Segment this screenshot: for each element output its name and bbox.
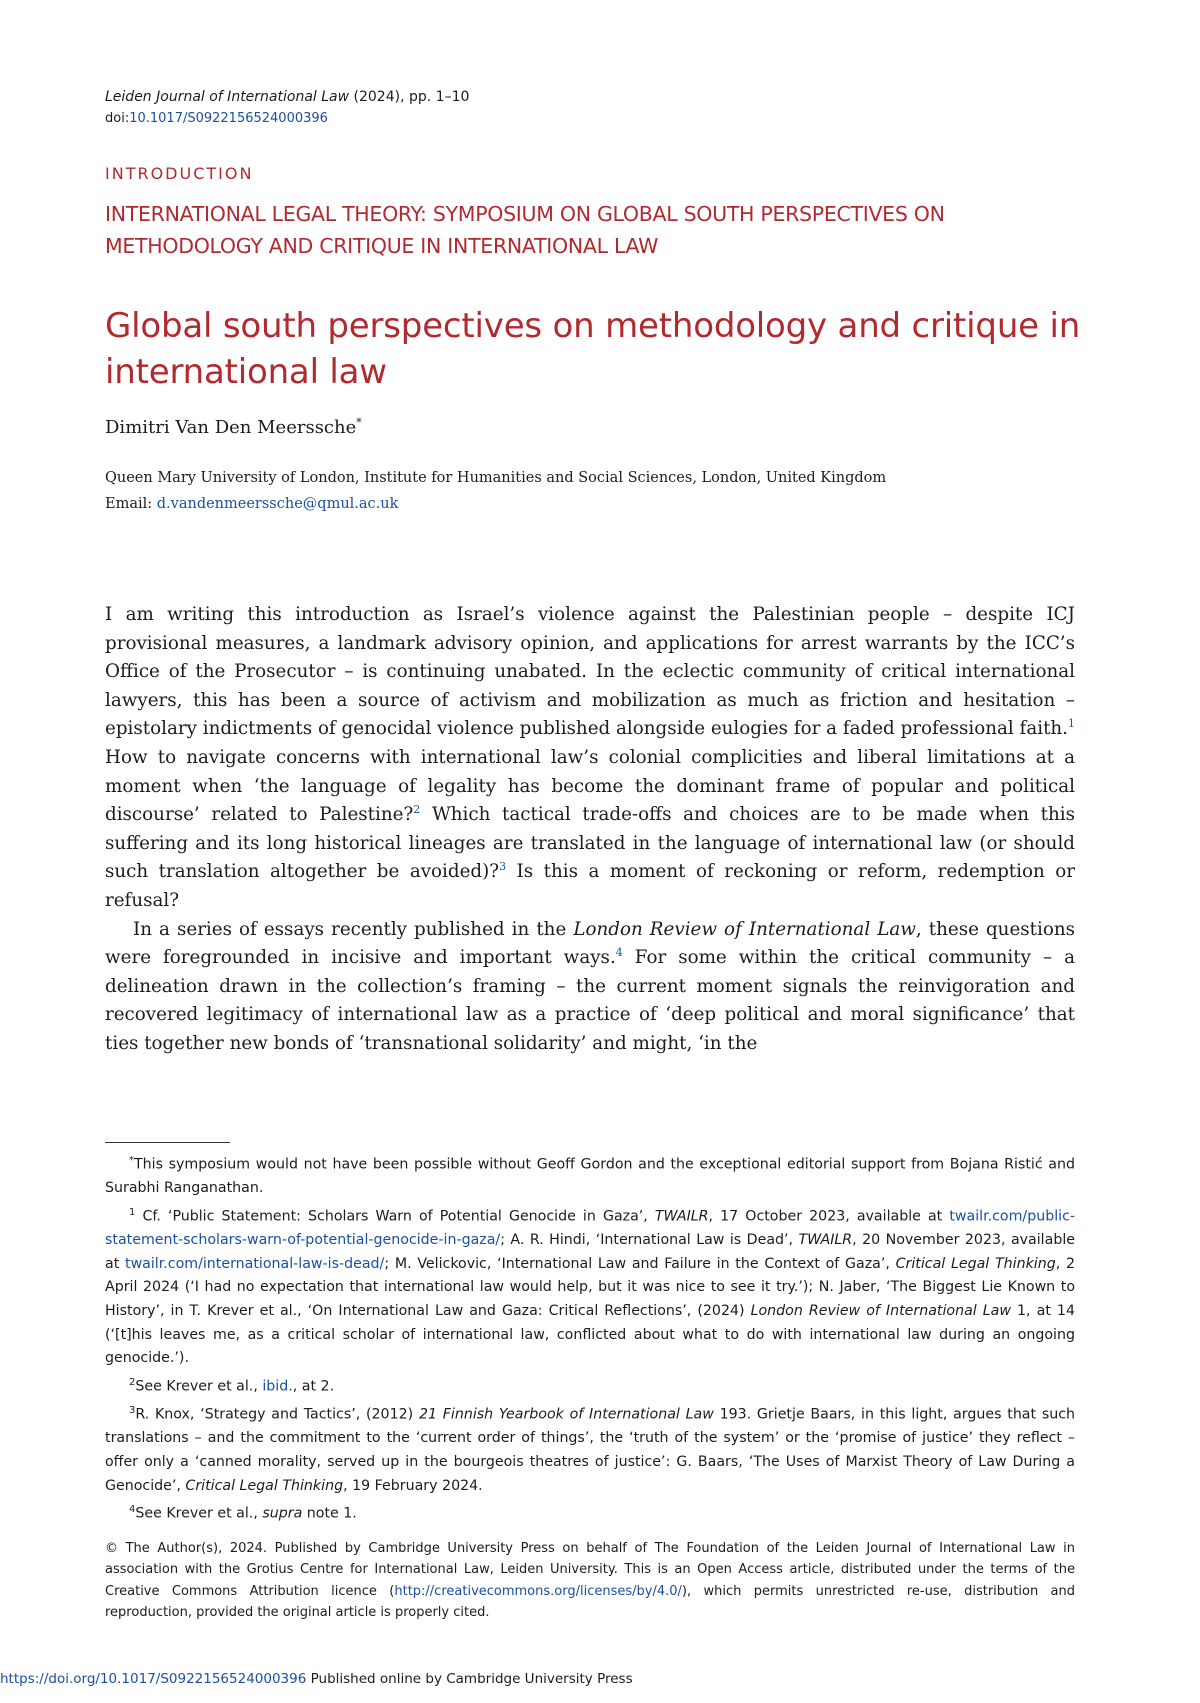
footnote-text: ; M. Velickovic, ‘International Law and Failure in the Context of Gaza’,	[384, 1255, 896, 1272]
footer-text: Published online by Cambridge University Press	[306, 1671, 633, 1687]
article-body	[105, 601, 1075, 1059]
footnote-text: ; A. R. Hindi, ‘International Law is Dead’,	[500, 1232, 799, 1249]
footnote-text: , 17 October 2023, available at	[708, 1208, 950, 1225]
footnotes	[105, 1149, 1075, 1527]
paragraph-text: In a series of essays recently published in the	[133, 918, 574, 940]
footnote-text: , 20 November 2023, available at	[105, 1232, 1075, 1272]
source-title: Critical Legal Thinking	[895, 1255, 1056, 1272]
ibid-link[interactable]: ibid.	[262, 1378, 293, 1395]
footnote-text: 1, at 14 (‘[t]his leaves me, as a critical scholar of international law, conflicted about what to do with international law during an ongoing genocide.’).	[105, 1303, 1075, 1367]
paragraph-text: For some within the critical community – a delineation drawn in the collection’s framing – the current moment signals the reinvigoration and recovered legitimacy of international law as a practice of ‘deep political and moral significance’ that ties together new bonds of ‘transnational solidarity’ and might, ‘in the	[105, 947, 1075, 1054]
source-title: TWAILR	[798, 1232, 853, 1249]
footnote-text: note 1.	[302, 1505, 357, 1522]
footer-doi-link[interactable]: https://doi.org/10.1017/S0922156524000396	[0, 1671, 307, 1687]
footnote-4	[105, 1498, 1075, 1526]
footnote-mark: *	[129, 1155, 134, 1166]
journal-name: Leiden Journal of International Law	[105, 89, 350, 105]
source-title: 21 Finnish Yearbook of International Law	[418, 1406, 714, 1423]
license-statement	[105, 1538, 1075, 1624]
license-text: © The Author(s), 2024. Published by Cambridge University Press on behalf of The Foundation of the Leiden Journal of International Law in association with the Grotius Centre for International Law, Leiden University. This is an Open Access article, distributed under the terms of the Creative Commons Attribution licence (	[105, 1541, 1075, 1599]
supra-text: supra	[262, 1505, 303, 1522]
footnote-2	[105, 1371, 1075, 1399]
footnote-text: , 2 April 2024 (‘I had no expectation that international law would help, but it was nice to see it try.’); N. Jaber, ‘The Biggest Lie Known to History’, in T. Krever et al., ‘On International Law and Gaza: Critical Reflections’, (2024)	[105, 1255, 1076, 1320]
footnote-1	[105, 1201, 1075, 1371]
footnote-ref-2[interactable]: 2	[413, 803, 421, 817]
footnote-mark: 1	[129, 1206, 136, 1218]
footnote-mark: 4	[129, 1504, 136, 1516]
source-title: TWAILR	[654, 1208, 709, 1225]
twailr-dead-link[interactable]: twailr.com/international-law-is-dead/	[125, 1255, 385, 1272]
footnote-text: , 19 February 2024.	[343, 1477, 483, 1494]
doi-link[interactable]: 10.1017/S0922156524000396	[129, 111, 328, 126]
paragraph-text: I am writing this introduction as Israel’s violence against the Palestinian people – despite ICJ provisional measures, a landmark advisory opinion, and applications for arrest warrants by the ICC’s Office of the Prosecutor – is continuing unabated. In the eclectic community of critical international lawyers, this has been a source of activism and mobilization as much as friction and hesitation – epistolary indictments of genocidal violence published alongside eulogies for a faded professional faith.	[105, 604, 1075, 740]
footnote-text: , at 2.	[292, 1378, 335, 1395]
footnote-text: Cf. ‘Public Statement: Scholars Warn of Potential Genocide in Gaza’,	[135, 1208, 655, 1225]
footnote-divider	[105, 1142, 230, 1143]
footnote-ref-1[interactable]: 1	[1068, 717, 1075, 731]
citation-pages: (2024), pp. 1–10	[349, 89, 470, 105]
cc-license-link[interactable]: http://creativecommons.org/licenses/by/4.0/	[394, 1583, 682, 1599]
twailr-statement-link[interactable]: twailr.com/public-statement-scholars-warn-of-potential-genocide-in-gaza/	[105, 1208, 1075, 1249]
running-header	[105, 86, 469, 130]
paragraph-text: Is this a moment of reckoning or reform, redemption or refusal?	[105, 861, 1076, 911]
footnote-mark: 3	[129, 1405, 136, 1417]
institution: Queen Mary University of London, Institute for Humanities and Social Sciences, London, United Kingdom	[105, 470, 887, 486]
footnote-star	[105, 1149, 1075, 1201]
footnote-text: This symposium would not have been possible without Geoff Gordon and the exceptional editorial support from Bojana Ristić and Surabhi Ranganathan.	[105, 1156, 1075, 1197]
article-title: Global south perspectives on methodology and critique in international law	[105, 306, 1081, 392]
paragraph-2	[105, 916, 1075, 1059]
license-text: ), which permits unrestricted re-use, distribution and reproduction, provided the original article is properly cited.	[105, 1583, 1076, 1621]
paragraph-text: , these questions were foregrounded in incisive and important ways.	[105, 918, 1076, 969]
footnote-ref-4[interactable]: 4	[615, 946, 623, 960]
doi-prefix: doi:	[105, 111, 130, 126]
section-label: INTRODUCTION	[105, 164, 254, 183]
footnote-mark: 2	[129, 1376, 136, 1388]
footnote-text: See Krever et al.,	[135, 1505, 263, 1522]
author-line	[105, 416, 362, 438]
affiliation	[105, 465, 1105, 517]
footnote-text: 193. Grietje Baars, in this light, argues that such translations – and the commitment to the ‘current order of things’, the ‘truth of the system’ or the ‘promise of justice’ they reflect – offer only a ‘canned morality, served up in the bourgeois theatres of justice’: G. Baars, ‘The Uses of Marxist Theory of Law During a Genocide’,	[105, 1406, 1075, 1494]
footnote-3	[105, 1399, 1075, 1498]
source-title: London Review of International Law	[750, 1303, 1011, 1320]
footnote-text: See Krever et al.,	[135, 1378, 263, 1395]
footnote-ref-3[interactable]: 3	[499, 860, 507, 874]
footnote-text: R. Knox, ‘Strategy and Tactics’, (2012)	[135, 1406, 419, 1423]
paragraph-1	[105, 601, 1075, 916]
author-footnote-mark: *	[356, 416, 362, 429]
paragraph-text: How to navigate concerns with international law’s colonial complicities and liberal limitations at a moment when ‘the language of legality has become the dominant frame of popular and political discourse’ related to Palestine?	[105, 746, 1075, 826]
author-name: Dimitri Van Den Meerssche	[105, 417, 357, 438]
page-footer	[0, 1671, 633, 1687]
author-email-link[interactable]: d.vandenmeerssche@qmul.ac.uk	[156, 496, 399, 512]
source-title: Critical Legal Thinking	[185, 1477, 344, 1494]
email-label: Email:	[105, 496, 157, 512]
symposium-title: INTERNATIONAL LEGAL THEORY: SYMPOSIUM ON GLOBAL SOUTH PERSPECTIVES ON METHODOLOGY AND CRITIQUE IN INTERNATIONAL LAW	[105, 202, 945, 258]
paragraph-text: Which tactical trade-offs and choices are to be made when this suffering and its long historical lineages are translated in the language of international law (or should such translation altogether be avoided)?	[105, 804, 1076, 883]
journal-title: London Review of International Law	[573, 918, 916, 940]
